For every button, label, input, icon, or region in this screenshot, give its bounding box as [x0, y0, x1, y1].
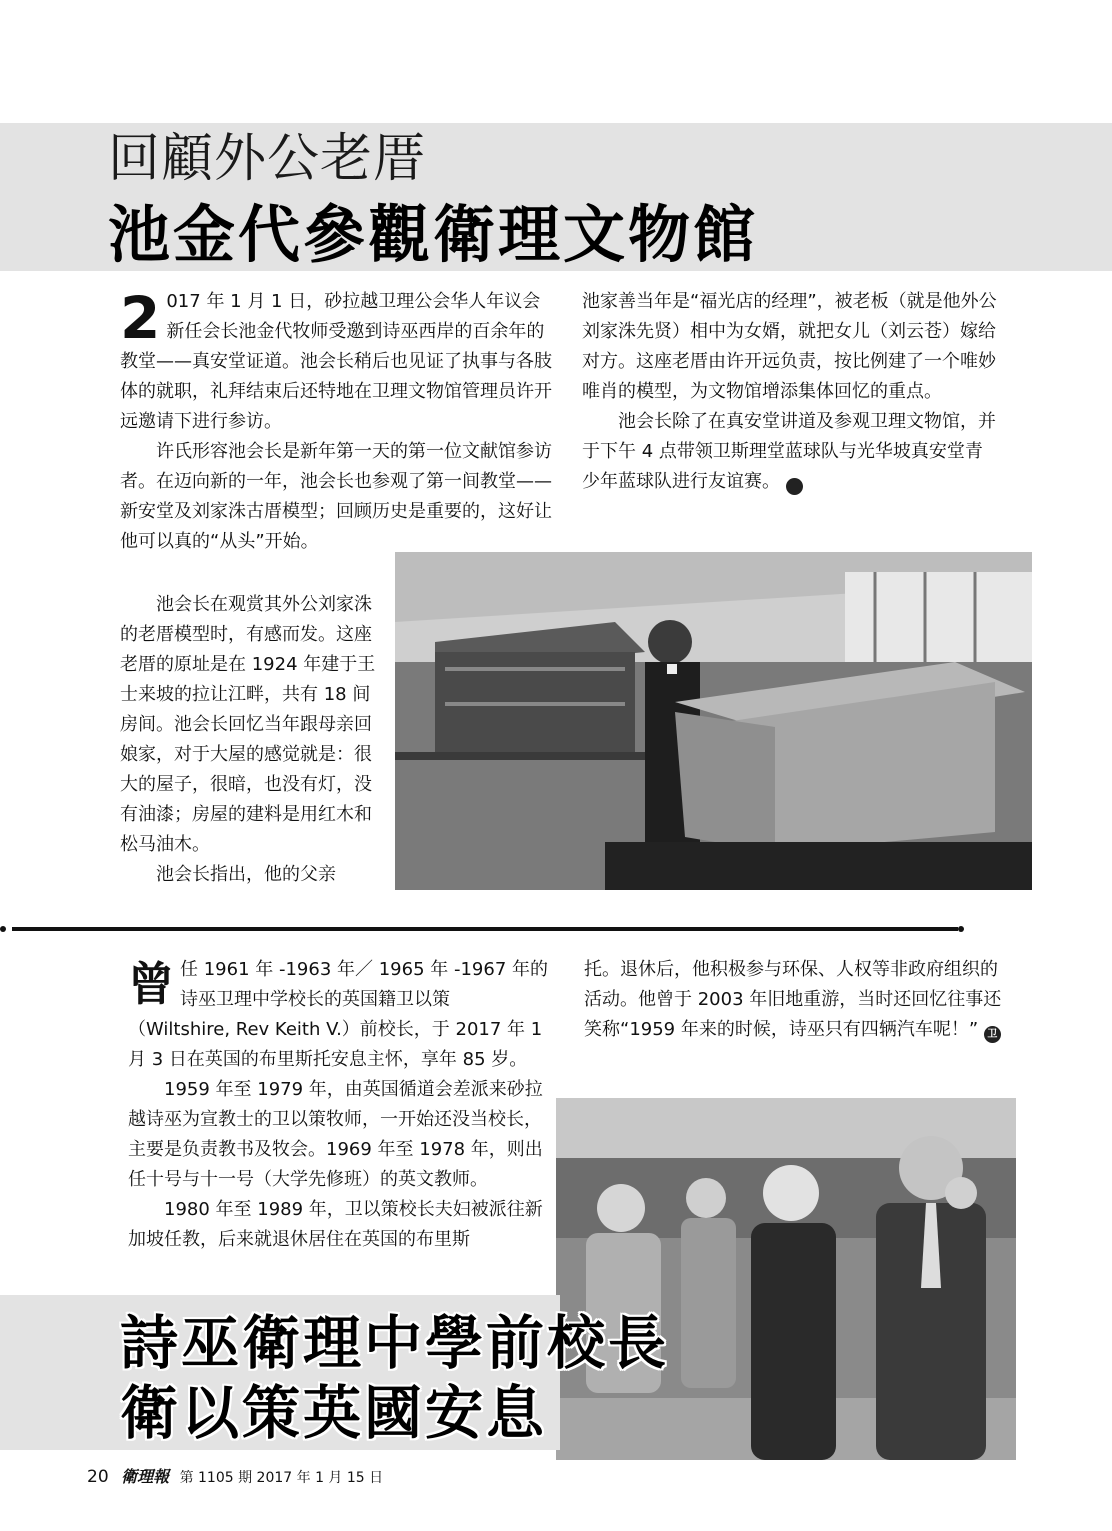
publication-logo: 衛理報 — [121, 1467, 170, 1486]
photo-pastor-with-house-model — [395, 552, 1032, 890]
paragraph: 1980 年至 1989 年，卫以策校长夫妇被派往新加坡任教，后来就退休居住在英国的布里斯 — [128, 1199, 543, 1250]
article2-headline-line-1: 詩巫衛理中學前校長 — [120, 1309, 670, 1377]
photo-illustration — [395, 552, 1032, 890]
page-number: 20 — [87, 1467, 109, 1487]
photo-illustration — [556, 1098, 1016, 1460]
paragraph: 池会长在观赏其外公刘家洙的老厝模型时，有感而发。这座老厝的原址是在 1924 年建于王士来坡的拉让江畔，共有 18 间房间。池会长回忆当年跟母亲回娘家，对于大屋的感觉就是：很大的屋子，很暗，也没有灯，没有油漆；房屋的建料是用红木和松马油木。 — [120, 594, 376, 855]
paragraph: 任 1961 年 -1963 年／ 1965 年 -1967 年的诗巫卫理中学校长的英国籍卫以策（Wiltshire, Rev Keith V.）前校长，于 2017 年 1 月 3 日在英国的布里斯托安息主怀，享年 85 岁。 — [128, 959, 548, 1070]
article-headline: 池金代參觀衛理文物館 — [108, 198, 759, 271]
divider-dot-right — [958, 926, 964, 932]
paragraph: 1959 年至 1979 年，由英国循道会差派来砂拉越诗巫为宣教士的卫以策牧师，一开始还没当校长，主要是负责教书及牧会。1969 年至 1978 年，则出任十号与十一号（大学先修班）的英文教师。 — [128, 1079, 543, 1190]
article-body-column-2 — [582, 287, 998, 497]
end-mark-icon: 卫 — [786, 478, 803, 495]
section-divider — [12, 927, 958, 931]
drop-cap: 2 — [120, 284, 161, 352]
paragraph: 017 年 1 月 1 日，砂拉越卫理公会华人年议会新任会长池金代牧师受邀到诗巫西岸的百余年的教堂——真安堂证道。池会长稍后也见证了执事与各肢体的就职，礼拜结束后还特地在卫理文物馆管理员许开远邀请下进行参访。 — [120, 291, 552, 432]
article-kicker: 回顧外公老厝 — [108, 129, 427, 189]
article2-headline-line-2: 衛以策英國安息 — [120, 1379, 548, 1447]
divider-dot-left — [0, 926, 6, 932]
drop-cap: 曾 — [128, 957, 174, 1011]
photo-group-walking — [556, 1098, 1016, 1460]
paragraph: 托。退休后，他积极参与环保、人权等非政府组织的活动。他曾于 2003 年旧地重游，当时还回忆往事还笑称“1959 年来的时候，诗巫只有四辆汽车呢！” 卫 — [584, 955, 1010, 1045]
end-mark-icon: 卫 — [984, 1026, 1001, 1043]
paragraph: 池会长除了在真安堂讲道及参观卫理文物馆，并于下午 4 点带领卫斯理堂蓝球队与光华坡真安堂青少年蓝球队进行友谊赛。 卫 — [582, 407, 998, 497]
paragraph: 池家善当年是“福光店的经理”，被老板（就是他外公刘家洙先贤）相中为女婿，就把女儿（刘云苍）嫁给对方。这座老厝由许开远负责，按比例建了一个唯妙唯肖的模型，为文物馆增添集体回忆的重点。 — [582, 291, 997, 402]
issue-info: 第 1105 期 2017 年 1 月 15 日 — [179, 1470, 384, 1486]
paragraph: 许氏形容池会长是新年第一天的第一位文献馆参访者。在迈向新的一年，池会长也参观了第一间教堂——新安堂及刘家洙古厝模型；回顾历史是重要的，这好让他可以真的“从头”开始。 — [120, 441, 552, 552]
paragraph: 池会长指出，他的父亲 — [156, 864, 336, 885]
article2-body-column-1 — [128, 955, 552, 1255]
article2-body-column-2 — [584, 955, 1010, 1045]
page-footer — [87, 1464, 383, 1487]
article-body-column-1-continued — [120, 590, 382, 890]
